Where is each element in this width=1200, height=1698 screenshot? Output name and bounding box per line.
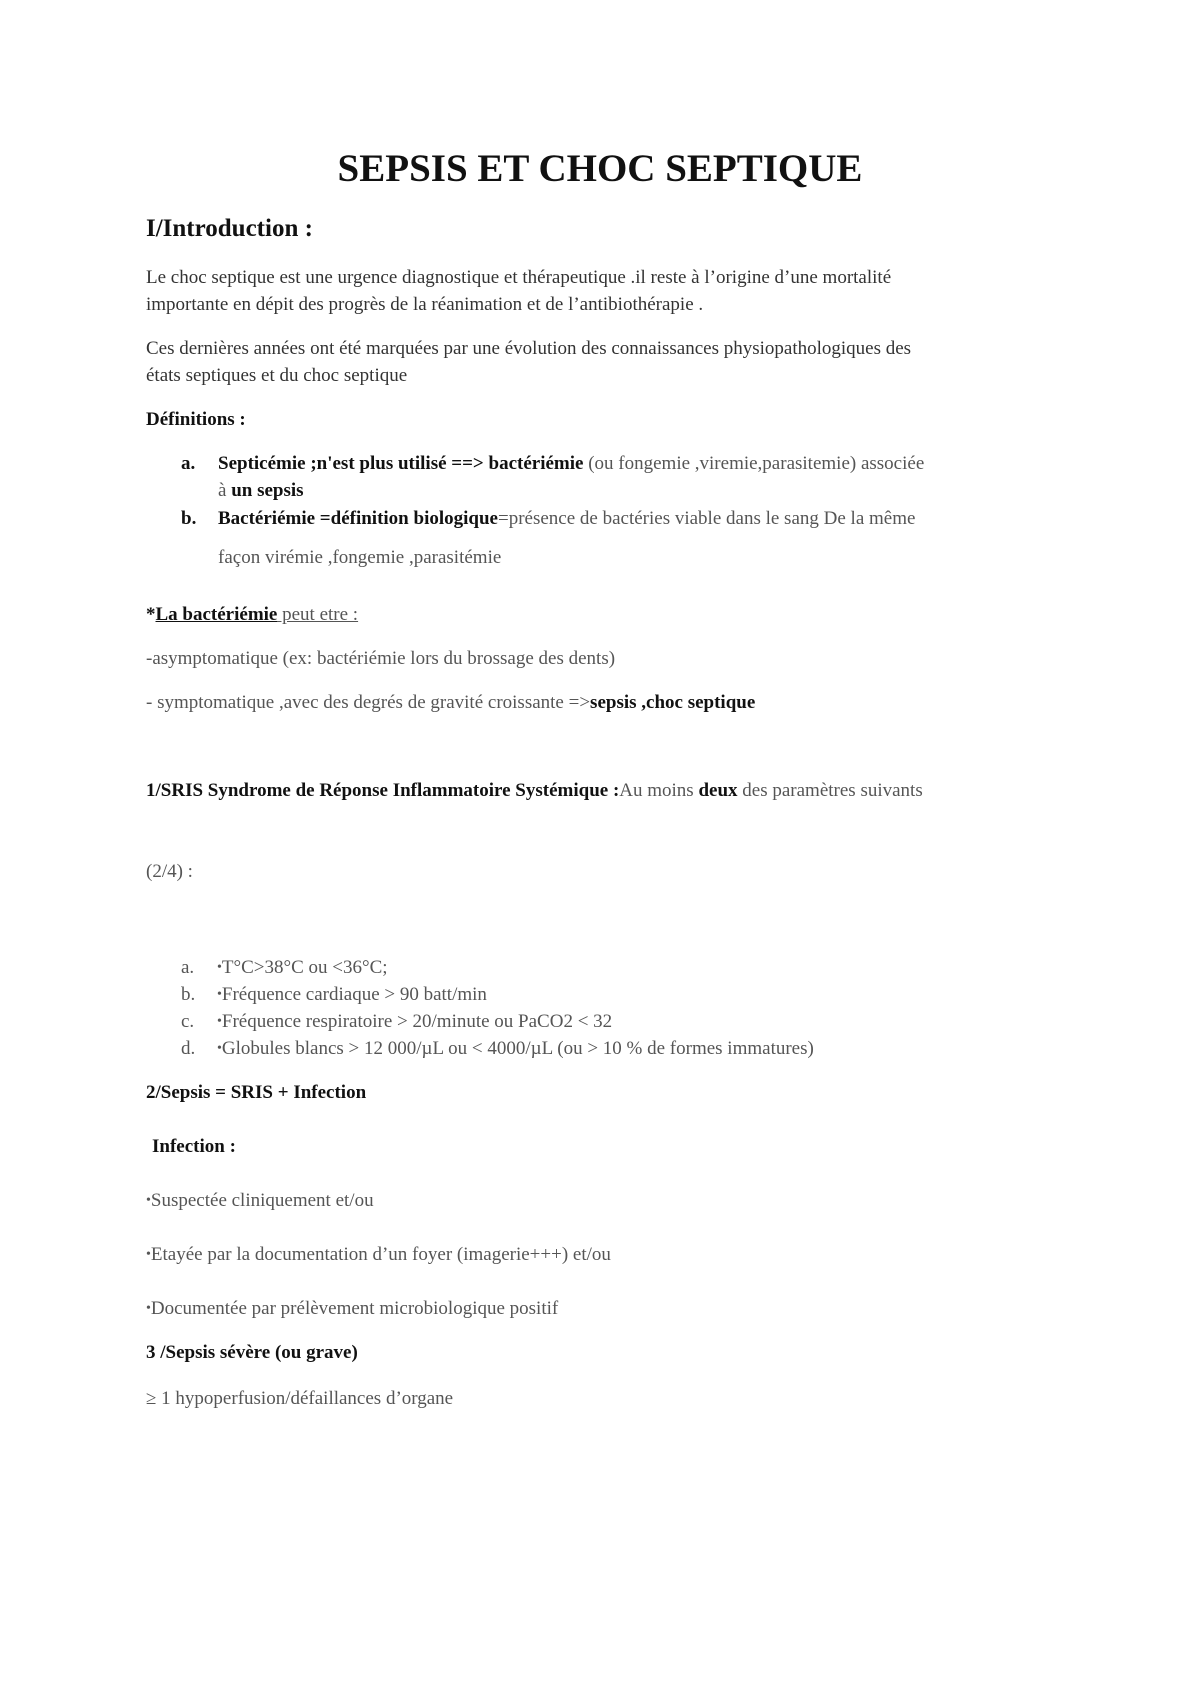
sris-item-c-marker: c. xyxy=(181,1011,195,1032)
definition-b-line-1 xyxy=(218,505,915,532)
bacteriemie-star: * xyxy=(146,604,156,625)
intro-heading: I/Introduction : xyxy=(146,215,313,242)
definition-a-rest: (ou fongemie ,viremie,parasitemie) associée xyxy=(583,453,925,474)
bullet-icon: • xyxy=(146,1193,151,1208)
sris-rest-post: des paramètres suivants xyxy=(737,780,923,801)
sris-item-d xyxy=(217,1035,814,1064)
definition-b-line-2: façon virémie ,fongemie ,parasitémie xyxy=(218,547,502,568)
bullet-icon: • xyxy=(217,960,222,975)
bacteriemie-heading xyxy=(146,601,358,628)
document-title: SEPSIS ET CHOC SEPTIQUE xyxy=(337,147,863,190)
bullet-icon: • xyxy=(217,987,222,1002)
bacteriemie-asymptomatic: -asymptomatique (ex: bactériémie lors du brossage des dents) xyxy=(146,648,616,669)
sris-rest-bold: deux xyxy=(698,780,738,801)
sris-item-d-text: Globules blancs > 12 000/µL ou < 4000/µL (ou > 10 % de formes immatures) xyxy=(221,1038,814,1059)
definition-a-marker: a. xyxy=(181,453,196,474)
bacteriemie-rest: peut etre : xyxy=(277,604,359,625)
bullet-icon: • xyxy=(146,1301,151,1316)
bacteriemie-symptomatic xyxy=(146,689,755,716)
sris-item-c-text: Fréquence respiratoire > 20/minute ou PaCO2 < 32 xyxy=(221,1011,613,1032)
sris-item-a-marker: a. xyxy=(181,957,195,978)
definition-a-bold: Septicémie ;n'est plus utilisé ==> bactériémie xyxy=(218,453,584,474)
infection-item-3 xyxy=(146,1295,558,1324)
bacteriemie-symptomatic-bold: sepsis ,choc septique xyxy=(590,692,756,713)
bullet-icon: • xyxy=(217,1014,222,1029)
definitions-heading: Définitions : xyxy=(146,409,246,430)
intro-paragraph-2-line-1: Ces dernières années ont été marquées par une évolution des connaissances physiopathologiques des xyxy=(146,338,912,359)
infection-item-2-text: Etayée par la documentation d’un foyer (imagerie+++) et/ou xyxy=(150,1244,611,1265)
intro-paragraph-2-line-2: états septiques et du choc septique xyxy=(146,365,408,386)
bacteriemie-symptomatic-text: - symptomatique ,avec des degrés de gravité croissante => xyxy=(146,692,591,713)
sris-ratio: (2/4) : xyxy=(146,861,193,882)
sris-heading xyxy=(146,777,923,804)
infection-item-1 xyxy=(146,1187,374,1216)
sris-item-b-text: Fréquence cardiaque > 90 batt/min xyxy=(221,984,487,1005)
definition-a-line-2 xyxy=(218,477,304,504)
sris-bold: 1/SRIS Syndrome de Réponse Inflammatoire Systémique : xyxy=(146,780,620,801)
sris-item-a-text: T°C>38°C ou <36°C; xyxy=(221,957,388,978)
sris-item-b xyxy=(217,981,487,1010)
bullet-icon: • xyxy=(146,1247,151,1262)
bacteriemie-bold: La bactériémie xyxy=(155,604,278,625)
sris-item-b-marker: b. xyxy=(181,984,196,1005)
intro-paragraph-1-line-2: importante en dépit des progrès de la réanimation et de l’antibiothérapie . xyxy=(146,294,704,315)
sepsis-heading: 2/Sepsis = SRIS + Infection xyxy=(146,1082,367,1103)
intro-paragraph-1-line-1: Le choc septique est une urgence diagnostique et thérapeutique .il reste à l’origine d’une mortalité xyxy=(146,267,892,288)
definition-a-bold-2: un sepsis xyxy=(231,480,304,501)
severe-sepsis-line: ≥ 1 hypoperfusion/défaillances d’organe xyxy=(146,1388,454,1409)
sris-item-d-marker: d. xyxy=(181,1038,196,1059)
definition-a-line-1 xyxy=(218,450,924,477)
definition-b-rest: =présence de bactéries viable dans le sang De la même xyxy=(497,508,916,529)
bullet-icon: • xyxy=(217,1041,222,1056)
infection-item-1-text: Suspectée cliniquement et/ou xyxy=(150,1190,374,1211)
severe-sepsis-heading: 3 /Sepsis sévère (ou grave) xyxy=(146,1342,358,1363)
infection-item-3-text: Documentée par prélèvement microbiologique positif xyxy=(150,1298,559,1319)
infection-label: Infection : xyxy=(152,1136,236,1157)
sris-rest-pre: Au moins xyxy=(619,780,699,801)
definition-b-bold: Bactériémie =définition biologique xyxy=(218,508,498,529)
definition-a-prefix: à xyxy=(218,480,232,501)
sris-item-c xyxy=(217,1008,612,1037)
sris-item-a xyxy=(217,954,388,983)
infection-item-2 xyxy=(146,1241,611,1270)
definition-b-marker: b. xyxy=(181,508,197,529)
